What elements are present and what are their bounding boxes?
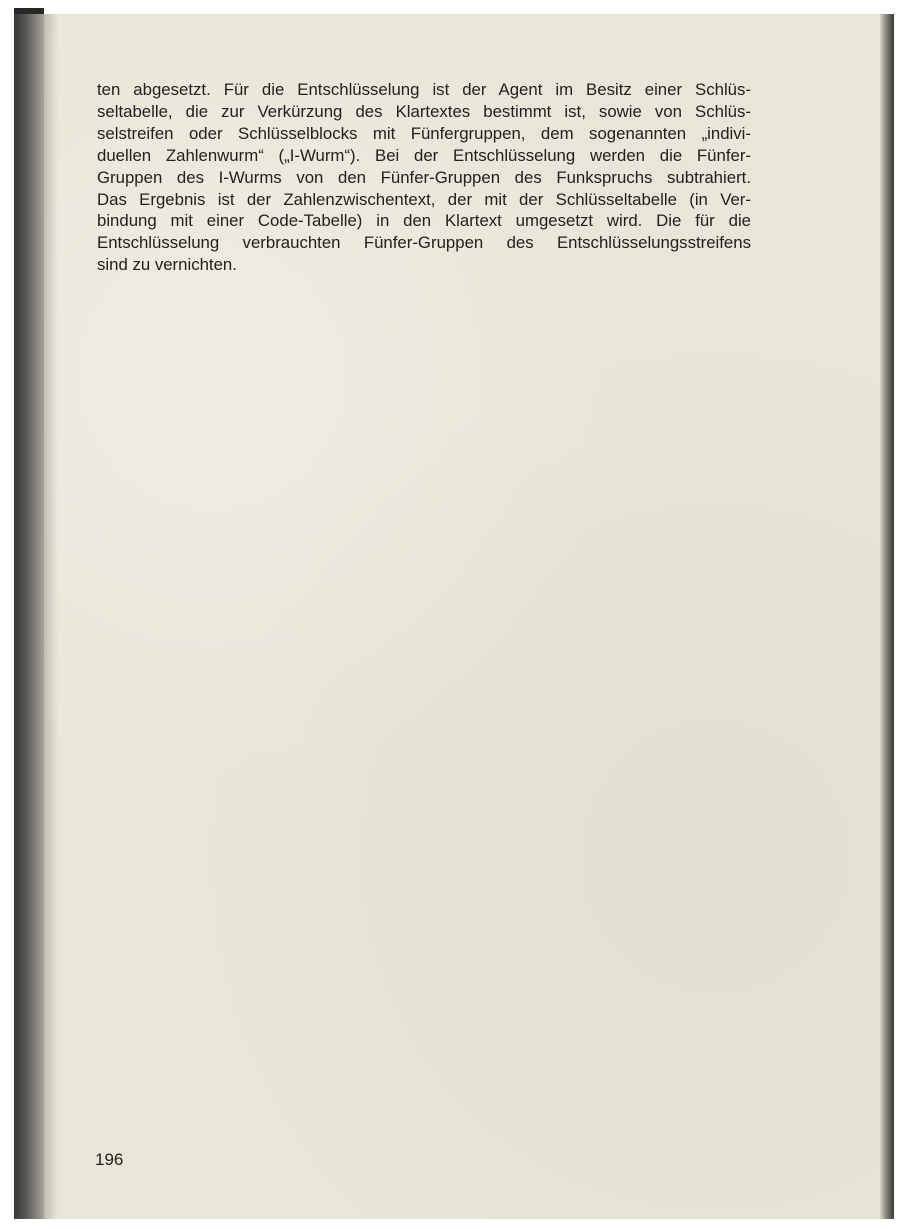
page-number: 196 xyxy=(95,1150,124,1169)
text-line: duellen Zahlenwurm“ („I-Wurm“). Bei der Entschlüsselung werden die Fünfer- xyxy=(97,145,751,165)
text-line: Gruppen des I-Wurms von den Fünfer-Gruppen des Funkspruchs subtrahiert. xyxy=(97,167,751,187)
gutter-shadow xyxy=(44,14,58,1219)
text-line: bindung mit einer Code-Tabelle) in den Klartext umgesetzt wird. Die für die xyxy=(97,211,751,231)
text-line: Das Ergebnis ist der Zahlenzwischentext, der mit der Schlüsseltabelle (in Ver- xyxy=(97,189,751,209)
text-line: Entschlüsselung verbrauchten Fünfer-Gruppen des Entschlüsselungsstreifens xyxy=(97,233,751,253)
text-line: ten abgesetzt. Für die Entschlüsselung ist der Agent im Besitz einer Schlüs- xyxy=(97,80,751,99)
text-line: seltabelle, die zur Verkürzung des Klartextes bestimmt ist, sowie von Schlüs- xyxy=(97,101,751,121)
body-paragraph xyxy=(97,79,751,276)
text-line: selstreifen oder Schlüsselblocks mit Fünfergruppen, dem sogenannten „indivi- xyxy=(97,123,751,143)
book-left-edge xyxy=(14,14,48,1219)
text-line: sind zu vernichten. xyxy=(97,255,237,275)
book-right-edge xyxy=(880,14,894,1219)
